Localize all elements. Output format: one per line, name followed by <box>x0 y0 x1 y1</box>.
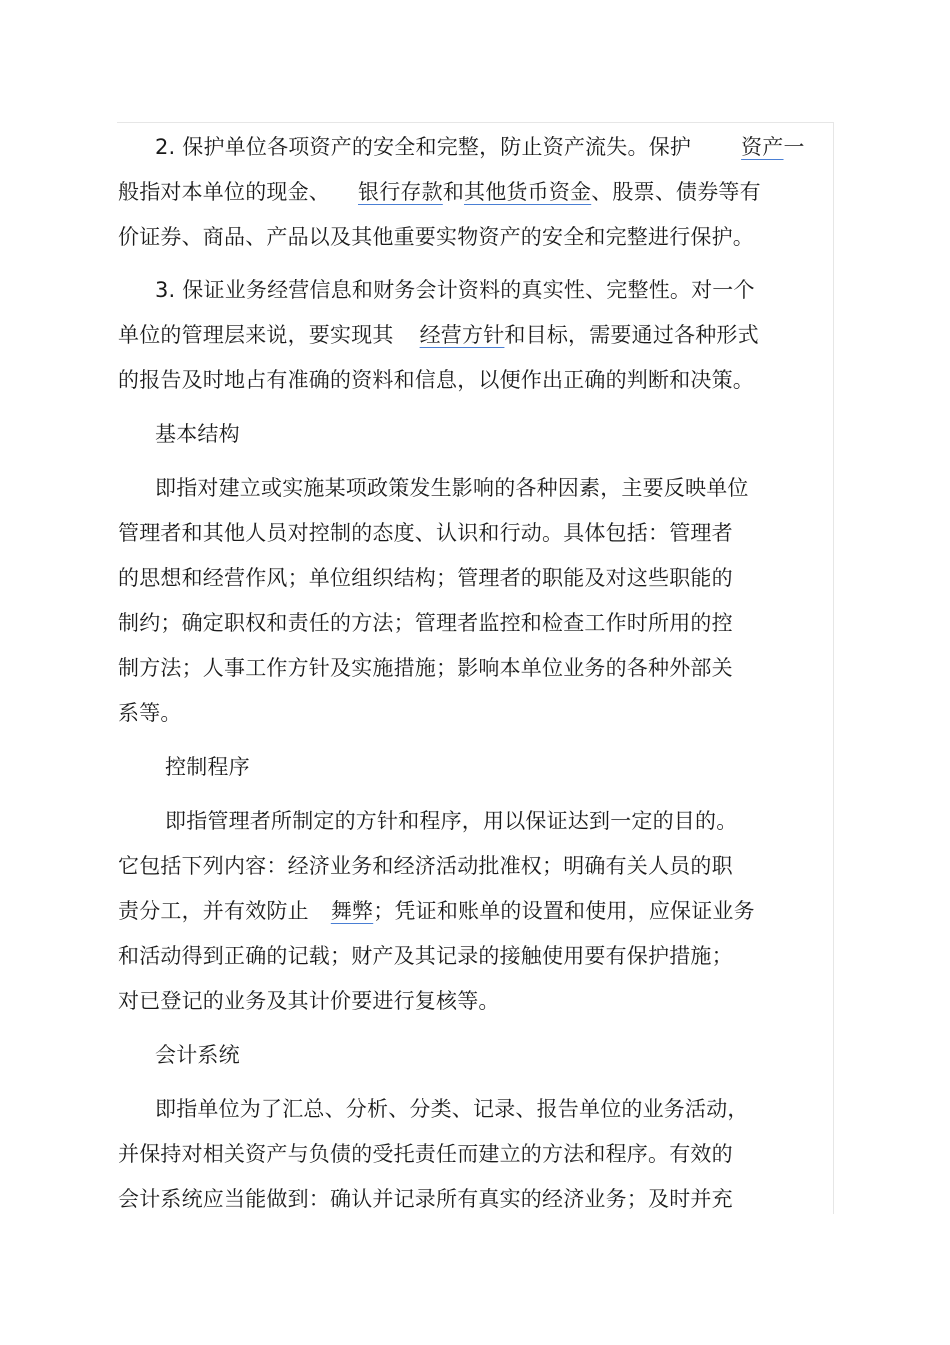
paragraph-2-text: 2. 保护单位各项资产的安全和完整，防止资产流失。保护 <box>155 135 692 159</box>
paragraph-2-text: 、股票、债券等有 <box>591 180 761 204</box>
page-frame-right-rule <box>833 122 834 1214</box>
accounting-line-1: 即指单位为了汇总、分析、分类、记录、报告单位的业务活动， <box>155 1097 749 1121</box>
paragraph-3-text: 和目标，需要通过各种形式 <box>504 323 759 347</box>
paragraph-2-text: 和 <box>442 180 465 204</box>
paragraph-3-text: 单位的管理层来说，要实现其 <box>118 323 394 347</box>
paragraph-2-text: 一 <box>783 135 805 159</box>
paragraph-3-line-1: 3. 保证业务经营信息和财务会计资料的真实性、完整性。对一个 <box>155 278 755 302</box>
environment-line-5: 制方法；人事工作方针及实施措施；影响本单位业务的各种外部关 <box>118 656 733 680</box>
paragraph-3-line-2 <box>118 320 759 350</box>
paragraph-2-line-3: 价证券、商品、产品以及其他重要实物资产的安全和完整进行保护。 <box>118 225 754 249</box>
paragraph-3-line-3: 的报告及时地占有准确的资料和信息，以便作出正确的判断和决策。 <box>118 368 754 392</box>
paragraph-2-text: 般指对本单位的现金、 <box>118 180 330 204</box>
accounting-line-3: 会计系统应当能做到：确认并记录所有真实的经济业务；及时并充 <box>118 1187 733 1211</box>
procedure-line-4: 和活动得到正确的记载；财产及其记录的接触使用要有保护措施； <box>118 944 733 968</box>
procedure-line-5: 对已登记的业务及其计价要进行复核等。 <box>118 989 500 1013</box>
link-fraud[interactable]: 舞弊 <box>330 899 374 923</box>
procedure-line-3 <box>118 896 755 926</box>
environment-line-4: 制约；确定职权和责任的方法；管理者监控和检查工作时所用的控 <box>118 611 733 635</box>
heading-control-procedure: 控制程序 <box>165 755 250 779</box>
environment-line-2: 管理者和其他人员对控制的态度、认识和行动。具体包括：管理者 <box>118 521 733 545</box>
link-assets[interactable]: 资产 <box>741 135 784 159</box>
procedure-text: 责分工，并有效防止 <box>118 899 309 923</box>
heading-accounting-system: 会计系统 <box>155 1043 240 1067</box>
environment-line-1: 即指对建立或实施某项政策发生影响的各种因素，主要反映单位 <box>155 476 749 500</box>
environment-line-3: 的思想和经营作风；单位组织结构；管理者的职能及对这些职能的 <box>118 566 733 590</box>
environment-line-6: 系等。 <box>118 701 182 725</box>
link-business-policy[interactable]: 经营方针 <box>419 323 505 347</box>
procedure-text: ；凭证和账单的设置和使用，应保证业务 <box>373 899 755 923</box>
accounting-line-2: 并保持对相关资产与负债的受托责任而建立的方法和程序。有效的 <box>118 1142 733 1166</box>
link-other-monetary-funds[interactable]: 其他货币资金 <box>464 180 592 204</box>
procedure-line-1: 即指管理者所制定的方针和程序，用以保证达到一定的目的。 <box>165 809 738 833</box>
heading-basic-structure: 基本结构 <box>155 422 240 446</box>
paragraph-2-line-2 <box>118 177 761 207</box>
procedure-line-2: 它包括下列内容：经济业务和经济活动批准权；明确有关人员的职 <box>118 854 733 878</box>
page-frame-top-rule <box>117 122 834 123</box>
link-bank-deposits[interactable]: 银行存款 <box>358 180 443 204</box>
paragraph-2-line-1 <box>155 132 805 162</box>
